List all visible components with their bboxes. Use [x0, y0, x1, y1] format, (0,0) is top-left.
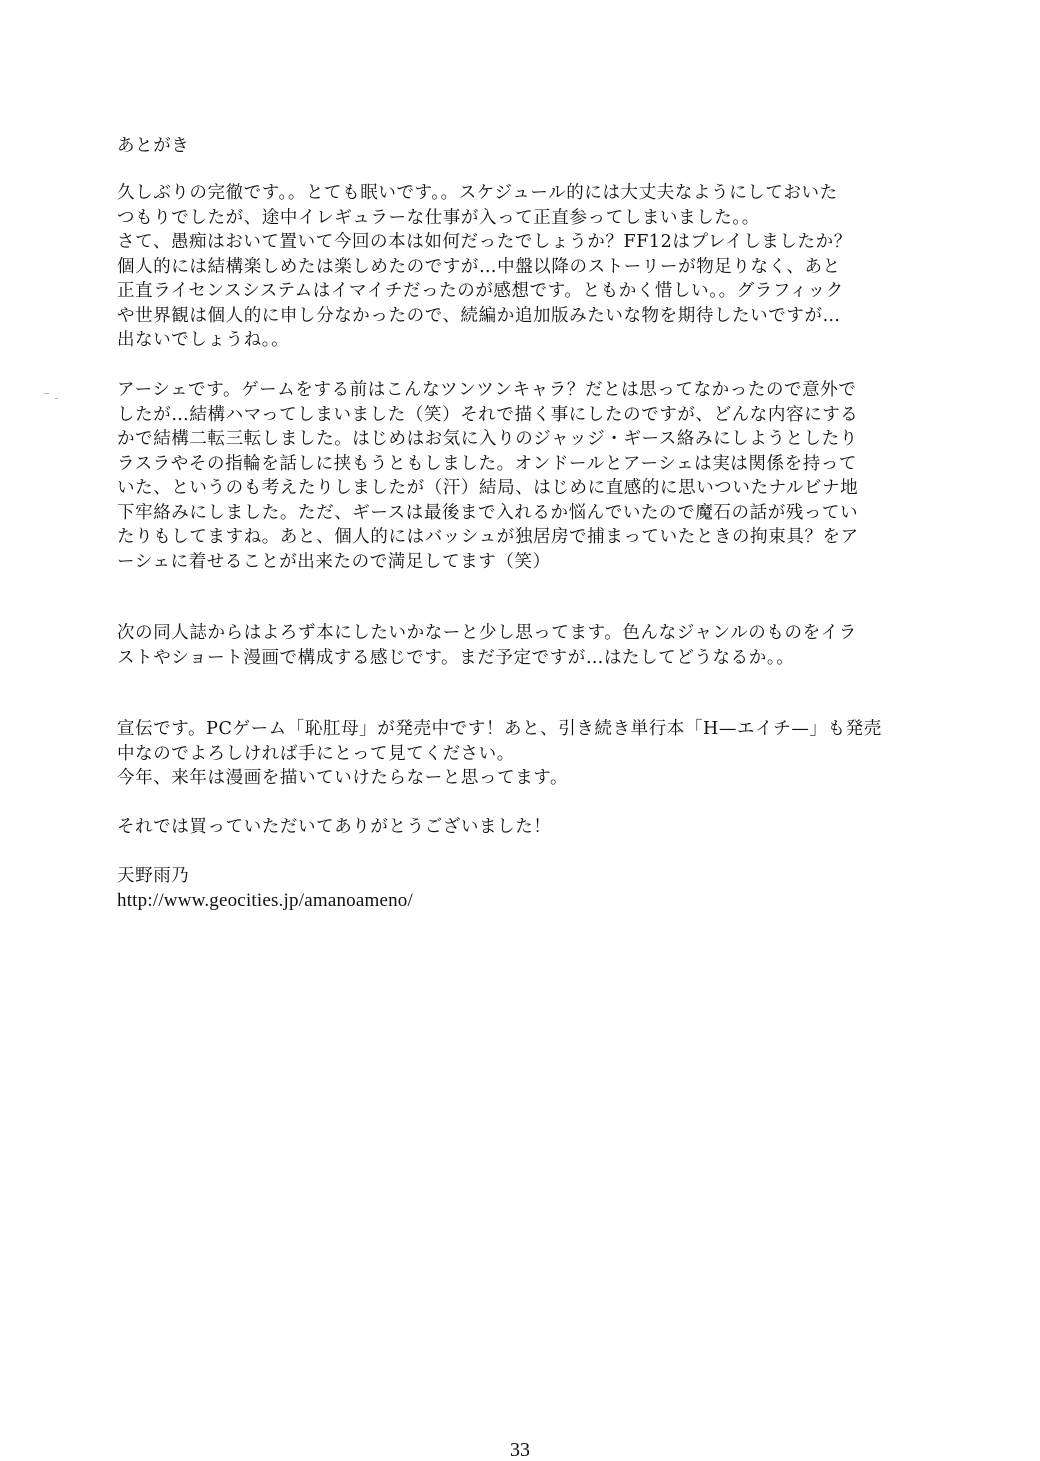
text-line: 個人的には結構楽しめたは楽しめたのですが…中盤以降のストーリーが物足りなく、あと	[117, 256, 841, 277]
author-name: 天野雨乃	[117, 866, 190, 886]
text-line: それでは買っていただいてありがとうございました！	[117, 817, 552, 837]
text-line: 宣伝です。PCゲーム「恥肛母」が発売中です！あと、引き続き単行本「H—エイチ—」も発売	[117, 719, 882, 739]
text-line: や世界観は個人的に申し分なかったので、続編か追加版みたいな物を期待したいですが…	[117, 305, 841, 326]
text-line: さて、愚痴はおいて置いて今回の本は如何だったでしょうか？FF12はプレイしましたか？	[117, 232, 852, 252]
text-line: 次の同人誌からはよろず本にしたいかなーと少し思ってます。色んなジャンルのものをイラ	[117, 623, 857, 643]
text-line: かで結構二転三転しました。はじめはお気に入りのジャッジ・ギース絡みにしようとしたり	[117, 429, 858, 449]
scan-speck	[44, 393, 49, 394]
text-line: いた、というのも考えたりしましたが（汗）結局、はじめに直感的に思いついたナルビナ地	[117, 478, 859, 498]
text-line: 中なのでよろしければ手にとって見てください。	[117, 743, 515, 764]
text-line: たりもしてますね。あと、個人的にはバッシュが独居房で捕まっていたときの拘束具？をア	[117, 527, 859, 547]
text-line: 下牢絡みにしました。ただ、ギースは最後まで入れるか悩んでいたので魔石の話が残ってい	[117, 502, 859, 523]
text-line: ストやショート漫画で構成する感じです。まだ予定ですが…はたしてどうなるか。。	[117, 647, 795, 668]
text-line: 今年、来年は漫画を描いていけたらなーと思ってます。	[117, 768, 569, 788]
paragraph-ashe	[117, 378, 977, 574]
text-line: アーシェです。ゲームをする前はこんなツンツンキャラ？だとは思ってなかったので意外で	[117, 380, 857, 400]
page-number: 33	[510, 1439, 530, 1461]
text-line: したが…結構ハマってしまいました（笑）それで描く事にしたのですが、どんな内容にする	[117, 404, 859, 425]
paragraph-next-book	[117, 621, 977, 670]
afterword-heading	[117, 134, 977, 159]
text-line: 久しぶりの完徹です。。とても眠いです。。スケジュール的には大丈夫なようにしておいた	[117, 183, 838, 203]
author-url: http://www.geocities.jp/amanoameno/	[117, 889, 413, 911]
text-line: 出ないでしょうね。。	[117, 330, 290, 350]
author-signature	[117, 864, 977, 913]
paragraph-schedule-ff12	[117, 181, 977, 353]
scan-speck	[55, 398, 58, 399]
text-line: 正直ライセンスシステムはイマイチだったのが感想です。ともかく惜しい。。グラフィック	[117, 281, 844, 301]
text-line: ーシェに着せることが出来たので満足してます（笑）	[117, 551, 551, 572]
paragraph-thanks	[117, 815, 977, 840]
heading-text: あとがき	[117, 136, 190, 156]
paragraph-advertisement	[117, 717, 977, 791]
text-line: つもりでしたが、途中イレギュラーな仕事が入って正直参ってしまいました。。	[117, 207, 760, 228]
text-line: ラスラやその指輪を話しに挟もうともしました。オンドールとアーシェは実は関係を持って	[117, 453, 857, 474]
